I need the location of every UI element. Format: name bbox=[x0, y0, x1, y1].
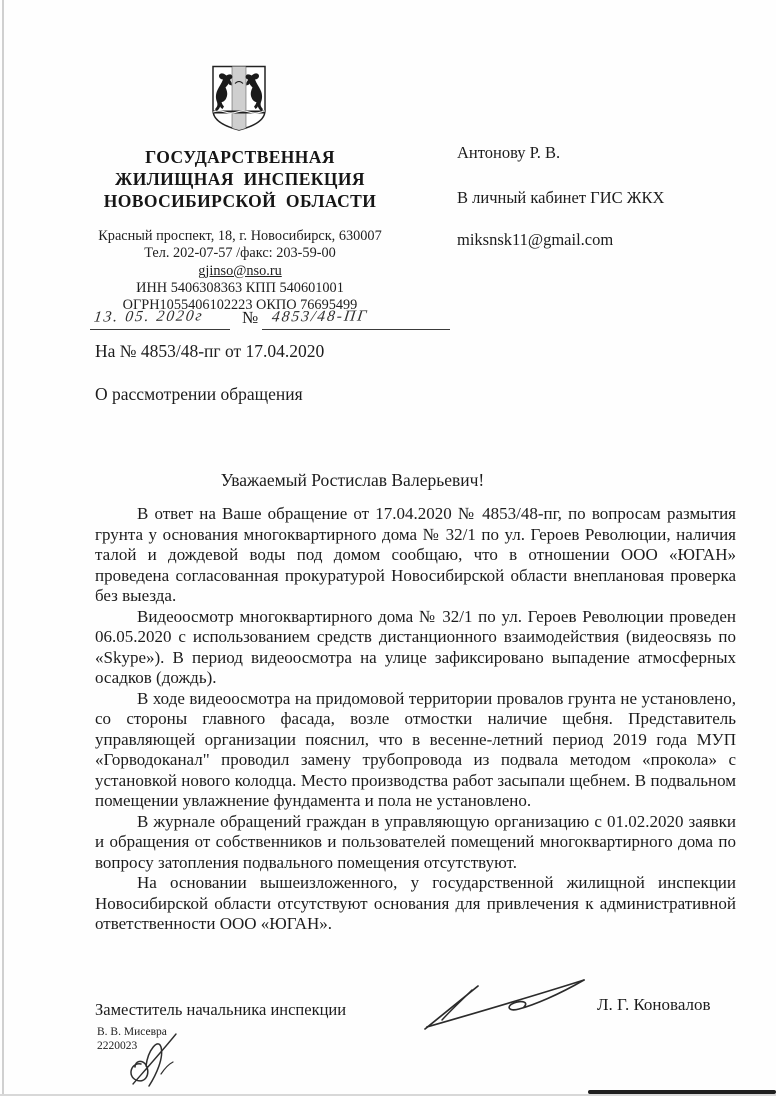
org-name-line-3: НОВОСИБИРСКОЙ ОБЛАСТИ bbox=[103, 191, 377, 211]
number-field bbox=[262, 308, 450, 330]
signatory-name: Л. Г. Коновалов bbox=[597, 995, 711, 1014]
scan-artifact-bottom-right-line bbox=[588, 1090, 776, 1094]
signatory-position: Заместитель начальника инспекции bbox=[95, 1000, 347, 1019]
recipient-block bbox=[457, 143, 664, 250]
handwritten-number: 4853/48-ПГ bbox=[271, 307, 370, 326]
org-name-line-2: ЖИЛИЩНАЯ ИНСПЕКЦИЯ bbox=[115, 169, 365, 189]
org-contacts-block bbox=[84, 228, 396, 314]
paragraph-1: В ответ на Ваше обращение от 17.04.2020 № 4853/48-пг, по вопросам размытия грунта у основания многоквартирного дома № 32/1 по ул. Героев Революции, наличия талой и дождевой воды под домом сообщаю, что в отношении ООО «ЮГАН» проведена согласованная прокуратурой Новосибирской области внеплановая проверка без выезда. bbox=[95, 504, 736, 605]
signature-scribble-icon bbox=[420, 975, 592, 1035]
org-name-line-1: ГОСУДАРСТВЕННАЯ bbox=[145, 147, 335, 167]
salutation: Уважаемый Ростислав Валерьевич! bbox=[220, 470, 485, 490]
executor-phone: 2220023 bbox=[97, 1039, 138, 1052]
paragraph-5: На основании вышеизложенного, у государственной жилищной инспекции Новосибирской области отсутствуют основания для привлечения к административной ответственности ООО «ЮГАН». bbox=[95, 873, 736, 933]
handwritten-date: 13. 05. 2020г bbox=[92, 307, 205, 326]
coat-of-arms-icon bbox=[209, 61, 269, 134]
org-inn-kpp: ИНН 5406308363 КПП 540601001 bbox=[136, 279, 344, 296]
date-number-row bbox=[90, 308, 450, 330]
date-field bbox=[90, 308, 230, 330]
scan-edge-left-line bbox=[2, 0, 4, 1096]
letter-body bbox=[95, 504, 736, 935]
number-sign: № bbox=[242, 308, 259, 327]
subject-line: О рассмотрении обращения bbox=[95, 384, 303, 404]
paragraph-3: В ходе видеоосмотра на придомовой территории провалов грунта не установлено, со стороны главного фасада, возле отмостки наличие щебня. Представитель управляющей организации пояснил, что в весенне-летний период 2019 года МУП «Горводоканал" проводил замену трубопровода из подвала методом «прокола» с установкой нового колодца. Место производства работ засыпали щебнем. В подвальном помещении увлажнение фундамента и пола не установлено. bbox=[95, 688, 736, 810]
reference-line: На № 4853/48-пг от 17.04.2020 bbox=[95, 341, 325, 361]
recipient-email: miksnsk11@gmail.com bbox=[457, 230, 614, 249]
org-address: Красный проспект, 18, г. Новосибирск, 630007 bbox=[98, 228, 382, 244]
executor-name: В. В. Мисевра bbox=[97, 1026, 167, 1038]
executor-signature-scribble-icon bbox=[121, 1030, 189, 1088]
recipient-delivery: В личный кабинет ГИС ЖКХ bbox=[457, 188, 665, 207]
org-name-block bbox=[90, 146, 390, 212]
org-phone: Тел. 202-07-57 /факс: 203-59-00 bbox=[144, 245, 336, 262]
paragraph-2: Видеоосмотр многоквартирного дома № 32/1 по ул. Героев Революции проведен 06.05.2020 с использованием средств дистанционного взаимодействия (видеосвязь по «Skype»). В период видеоосмотра на улице зафиксировано выпадение атмосферных осадков (дождь). bbox=[95, 606, 736, 687]
paragraph-4: В журнале обращений граждан в управляющую организацию с 01.02.2020 заявки и обращения от собственников и пользователей помещений многоквартирного дома по вопросу затопления подвального помещения отсутствуют. bbox=[95, 811, 736, 872]
recipient-name: Антонову Р. В. bbox=[457, 143, 561, 162]
org-email: gjinso@nso.ru bbox=[198, 262, 282, 279]
org-ogrn-okpo: ОГРН1055406102223 ОКПО 76695499 bbox=[122, 297, 358, 314]
